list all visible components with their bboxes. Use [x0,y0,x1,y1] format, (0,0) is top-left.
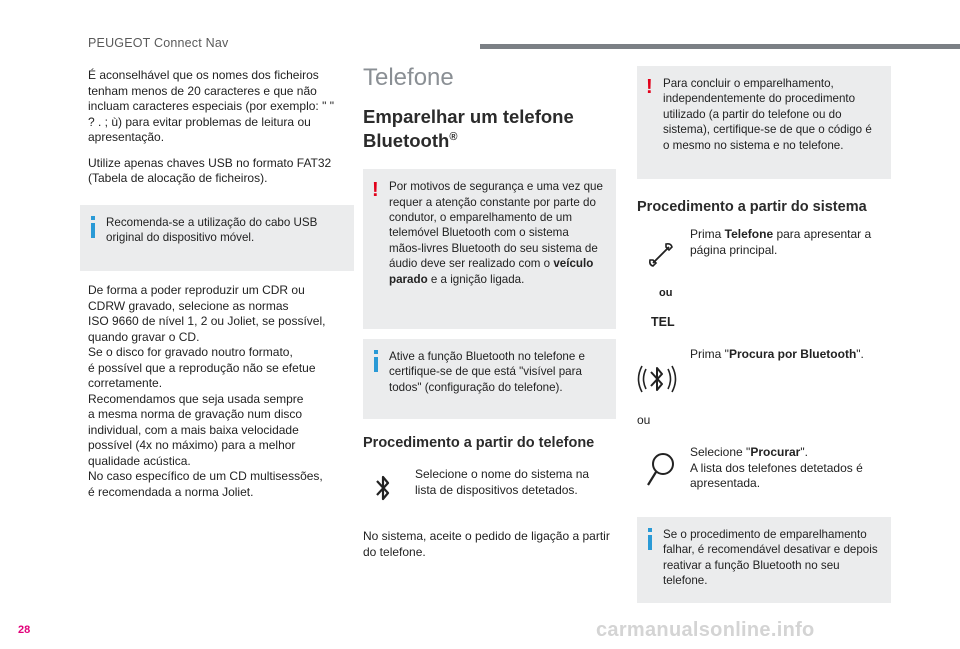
registered-mark: ® [449,131,458,143]
search-magnifier-icon [645,451,677,489]
cd-recording-paragraph [88,283,343,500]
cd-line: No caso específico de um CD multisessões, [88,469,323,484]
system-step-telefone [637,229,892,319]
system-step-procurar [637,445,892,505]
bluetooth-search-icon [637,359,677,399]
safety-warning-text: Por motivos de segurança e uma vez que requer a atenção constante por parte do condutor, o emparelhamento de um telemóvel Bluetooth com o sistema mãos-livres Bluetooth do seu sistema de áudio deve ser realizado com o [389,180,603,271]
tel-button-label: TEL [651,315,675,330]
phone-procedure-step-text: Selecione o nome do sistema na lista de dispositivos detetados. [415,467,590,497]
cd-line: é possível que a reprodução não se efetue [88,360,316,375]
accept-connection-paragraph: No sistema, aceite o pedido de ligação a partir do telefone. [363,529,610,559]
info-icon [645,528,655,550]
telefone-keyword: Telefone [724,227,774,242]
phone-procedure-step [363,467,618,519]
list-displayed-text: A lista dos telefones detetados é apresentada. [690,460,863,491]
cd-line: CDRW gravado, selecione as normas [88,298,289,313]
pairing-failure-info-note [637,517,891,603]
system-step-bluetooth-search [637,347,892,411]
pairing-code-warning-text: Para concluir o emparelhamento, independentemente do procedimento utilizado (a partir do telefone ou do sistema), certifique-se de que o código é o mesmo no sistema e no telefone. [663,77,872,152]
pairing-failure-text: Se o procedimento de emparelhamento falhar, é recomendável desativar e depois reativar a função Bluetooth no seu telefone. [663,528,878,588]
warning-exclamation-icon: ! [372,179,379,202]
cd-line: Recomendamos que seja usada sempre [88,391,304,406]
main-heading [363,106,618,151]
usb-format-paragraph: Utilize apenas chaves USB no formato FAT32 (Tabela de alocação de ficheiros). [88,155,332,185]
cd-line: Se o disco for gravado noutro formato, [88,345,293,360]
ou-label: ou [659,287,673,300]
bluetooth-visibility-info-note [363,339,616,419]
safety-warning-bold: veículo parado [389,257,594,286]
cd-line: ISO 9660 de nível 1, 2 ou Joliet, se possível, [88,314,326,329]
header-title: PEUGEOT Connect Nav [88,36,229,50]
usb-cable-info-note [80,205,354,272]
phone-procedure-heading: Procedimento a partir do telefone [363,435,595,452]
section-title: Telefone [363,64,454,91]
main-heading-line1: Emparelhar um telefone [363,106,574,127]
cd-line: a mesma norma de gravação num disco [88,407,303,422]
ou-text: ou [637,413,651,428]
left-column [88,68,343,500]
cd-line: possível (4x no máximo) para a melhor [88,438,296,453]
warning-exclamation-icon: ! [646,76,653,98]
cd-line: qualidade acústica. [88,453,191,468]
bluetooth-icon [373,473,393,503]
page-number: 28 [18,624,31,636]
watermark: carmanualsonline.info [596,619,815,641]
right-column [637,70,892,603]
info-icon [88,216,98,238]
main-heading-line2: Bluetooth [363,130,450,152]
info-icon [371,350,381,372]
cd-line: De forma a poder reproduzir um CDR ou [88,283,305,298]
system-step-telefone-text: Prima Telefone para apresentar a página principal. [690,227,872,257]
safety-warning-note [363,169,616,329]
pairing-code-warning-note [637,66,891,179]
cd-line: corretamente. [88,376,163,391]
procurar-keyword: Procurar [750,445,801,460]
system-step-bluetooth-search-text: Prima "Procura por Bluetooth". [690,347,864,362]
phone-handset-icon [647,241,675,269]
cd-line: quando gravar o CD. [88,329,200,344]
cd-line: individual, com a mais baixa velocidade [88,422,299,437]
middle-column [363,64,618,570]
header-divider-bar [480,44,960,49]
system-procedure-heading: Procedimento a partir do sistema [637,199,867,216]
system-step-procurar-text: Selecione "Procurar". A lista dos telefones detetados é apresentada. [690,445,863,491]
bluetooth-visibility-text: Ative a função Bluetooth no telefone e certifique-se de que está "visível para todos" (configuração do telefone). [389,350,585,394]
cd-line: é recomendada a norma Joliet. [88,484,254,499]
safety-warning-tail: e a ignição ligada. [427,272,525,286]
procura-bluetooth-keyword: Procura por Bluetooth [728,347,857,362]
usb-cable-info-text: Recomenda-se a utilização do cabo USB original do dispositivo móvel. [106,215,318,244]
filename-advice-paragraph: É aconselhável que os nomes dos ficheiros tenham menos de 20 caracteres e que não incluam caracteres especiais (por exemplo: " " ? . ; ù) para evitar problemas de leitura ou apresentação. [88,68,334,144]
